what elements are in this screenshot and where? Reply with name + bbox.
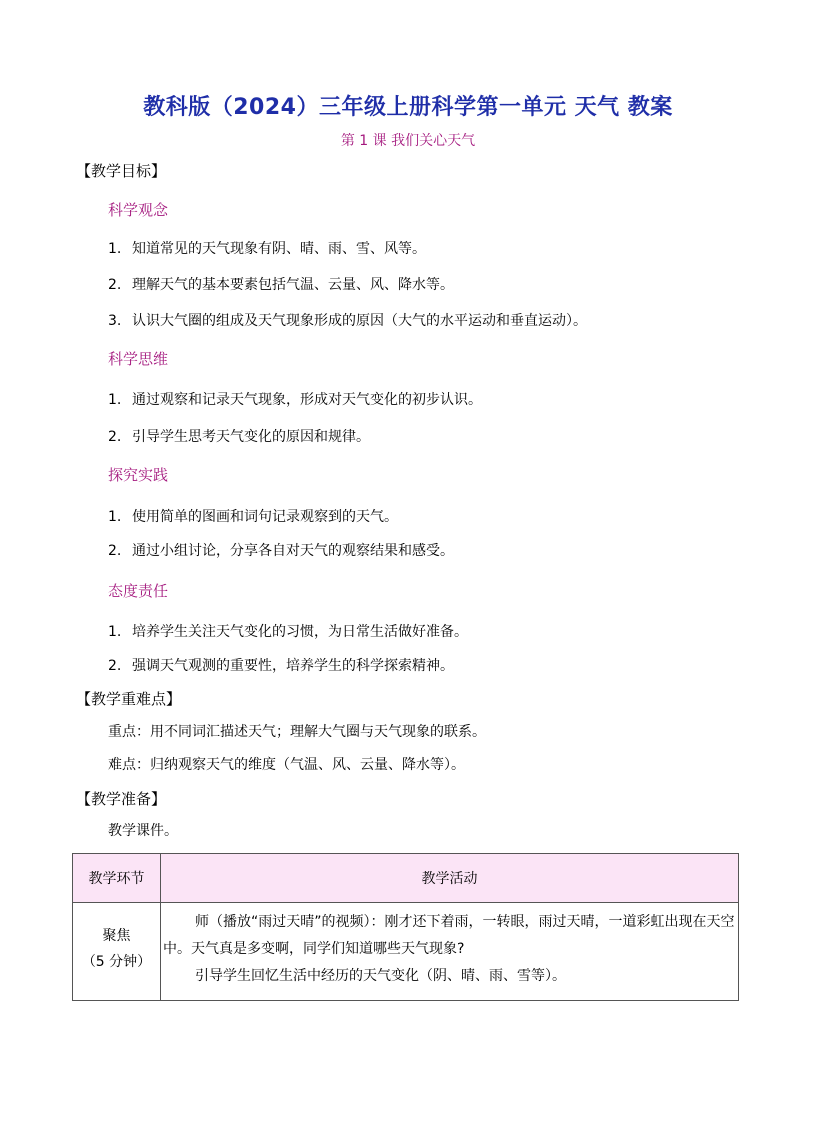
- lesson-subtitle: 第 1 课 我们关心天气: [340, 133, 476, 149]
- subheading-concept: 科学观念: [108, 201, 169, 219]
- stage-name: 聚焦: [102, 927, 131, 944]
- section-heading-prep: 【教学准备】: [76, 790, 167, 808]
- list-item: 2. 理解天气的基本要素包括气温、云量、风、降水等。: [108, 277, 454, 293]
- section-heading-keypoints: 【教学重难点】: [76, 690, 182, 708]
- activity-paragraph: 引导学生回忆生活中经历的天气变化（阴、晴、雨、雪等）。: [195, 968, 566, 984]
- list-item: 1. 使用简单的图画和词句记录观察到的天气。: [108, 509, 398, 525]
- prep-text: 教学课件。: [108, 823, 178, 839]
- table-header-stage: 教学环节: [73, 854, 161, 903]
- list-item: 1. 培养学生关注天气变化的习惯，为日常生活做好准备。: [108, 624, 468, 640]
- list-item: 2. 引导学生思考天气变化的原因和规律。: [108, 429, 370, 445]
- activity-cell: [161, 903, 739, 1001]
- table-header-row: [73, 854, 739, 903]
- subheading-attitude: 态度责任: [108, 582, 169, 600]
- list-item: 2. 强调天气观测的重要性，培养学生的科学探索精神。: [108, 658, 454, 674]
- key-focus-text: 重点：用不同词汇描述天气；理解大气圈与天气现象的联系。: [108, 724, 486, 740]
- list-item: 1. 知道常见的天气现象有阴、晴、雨、雪、风等。: [108, 241, 426, 257]
- list-item: 3. 认识大气圈的组成及天气现象形成的原因（大气的水平运动和垂直运动）。: [108, 313, 587, 329]
- subheading-thinking: 科学思维: [108, 350, 169, 368]
- document-title: 教科版（2024）三年级上册科学第一单元 天气 教案: [143, 95, 673, 120]
- lesson-plan-table: [72, 853, 739, 1001]
- list-item: 1. 通过观察和记录天气现象，形成对天气变化的初步认识。: [108, 392, 482, 408]
- table-row: [73, 903, 739, 1001]
- stage-time: （5 分钟）: [81, 953, 152, 970]
- list-item: 2. 通过小组讨论，分享各自对天气的观察结果和感受。: [108, 543, 454, 559]
- subheading-practice: 探究实践: [108, 466, 169, 484]
- section-heading-goals: 【教学目标】: [76, 162, 167, 180]
- stage-cell: [73, 903, 161, 1001]
- activity-paragraph: 师（播放“雨过天晴”的视频）：刚才还下着雨，一转眼，雨过天晴，一道彩虹出现在天空中。天气真是多变啊，同学们知道哪些天气现象?: [163, 914, 735, 957]
- table-header-activity: 教学活动: [161, 854, 739, 903]
- key-difficulty-text: 难点：归纳观察天气的维度（气温、风、云量、降水等）。: [108, 757, 465, 773]
